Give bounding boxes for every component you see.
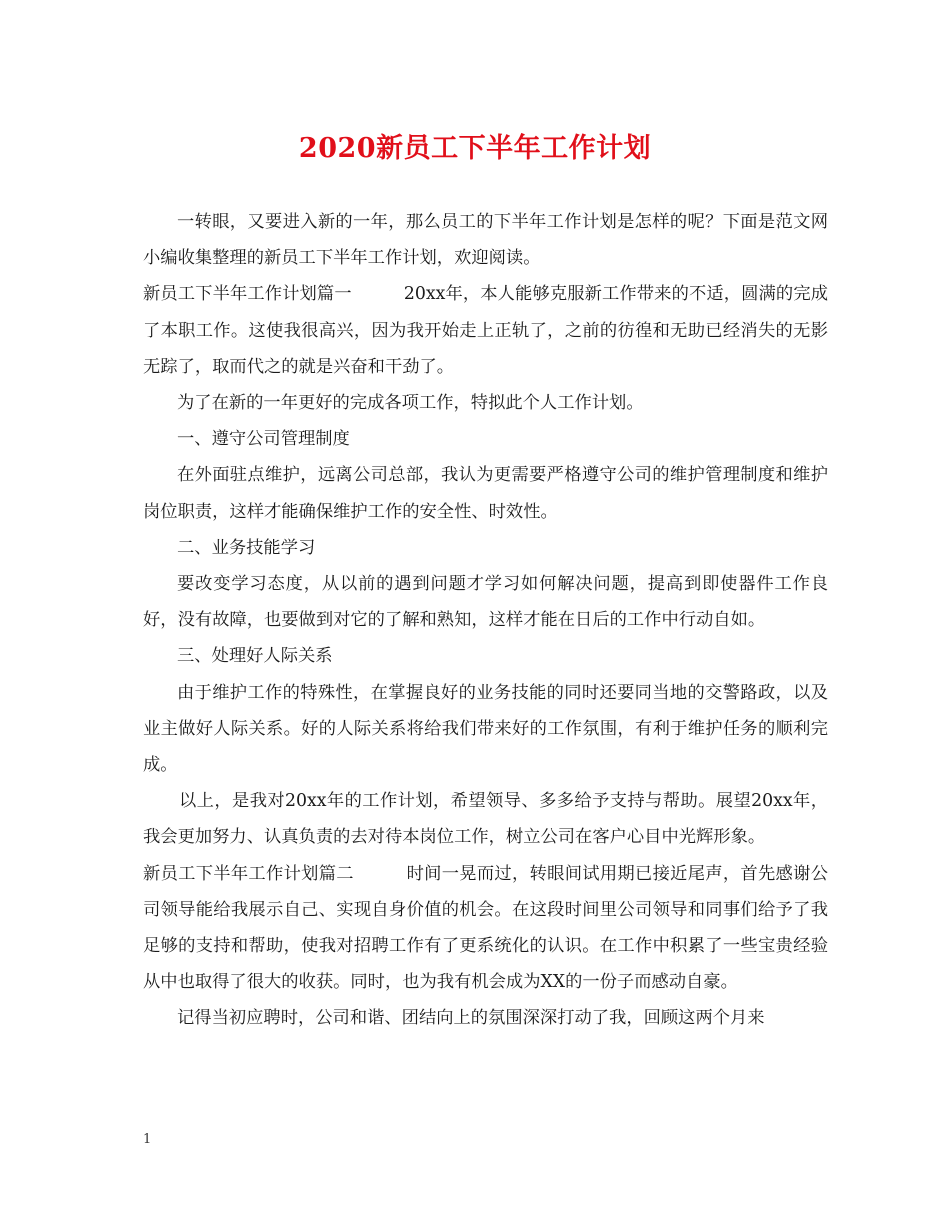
paragraph-skills: 要改变学习态度，从以前的遇到问题才学习如何解决问题，提高到即使器件工作良好，没有故障，也要做到对它的了解和熟知，这样才能在日后的工作中行动自如。 <box>143 574 828 631</box>
paragraph-plan-purpose: 为了在新的一年更好的完成各项工作，特拟此个人工作计划。 <box>177 393 644 414</box>
section-heading-skills: 二、业务技能学习 <box>177 537 316 558</box>
section-heading-relations: 三、处理好人际关系 <box>177 646 333 667</box>
paragraph-part-one-opening: 新员工下半年工作计划篇一 20xx年，本人能够克服新工作带来的不适，圆满的完成了本职工作。这使我很高兴，因为我开始走上正轨了，之前的彷徨和无助已经消失的无影无踪了，取而代之的就是兴奋和干劲了。 <box>143 284 828 377</box>
paragraph-conclusion: 以上，是我对20xx年的工作计划，希望领导、多多给予支持与帮助。展望20xx年，我会更加努力、认真负责的去对待本岗位工作，树立公司在客户心目中光辉形象。 <box>143 791 828 848</box>
paragraph-intro: 一转眼，又要进入新的一年，那么员工的下半年工作计划是怎样的呢？下面是范文网小编收集整理的新员工下半年工作计划，欢迎阅读。 <box>143 212 828 269</box>
section-heading-rules: 一、遵守公司管理制度 <box>177 429 350 450</box>
document-body <box>143 204 828 1037</box>
document-title: 2020新员工下半年工作计划 <box>298 133 652 164</box>
page-number: 1 <box>143 1132 152 1147</box>
paragraph-rules: 在外面驻点维护，远离公司总部，我认为更需要严格遵守公司的维护管理制度和维护岗位职责，这样才能确保维护工作的安全性、时效性。 <box>143 465 828 522</box>
paragraph-relations: 由于维护工作的特殊性，在掌握良好的业务技能的同时还要同当地的交警路政，以及业主做好人际关系。好的人际关系将给我们带来好的工作氛围，有利于维护任务的顺利完成。 <box>143 682 828 776</box>
paragraph-part-two-opening: 新员工下半年工作计划篇二 时间一晃而过，转眼间试用期已接近尾声，首先感谢公司领导能给我展示自己、实现自身价值的机会。在这段时间里公司领导和同事们给予了我足够的支持和帮助，使我对招聘工作有了更系统化的认识。在工作中积累了一些宝贵经验从中也取得了很大的收获。同时，也为我有机会成为XX的一份子而感动自豪。 <box>143 863 828 993</box>
paragraph-recall: 记得当初应聘时，公司和谐、团结向上的氛围深深打动了我，回顾这两个月来 <box>177 1008 765 1029</box>
